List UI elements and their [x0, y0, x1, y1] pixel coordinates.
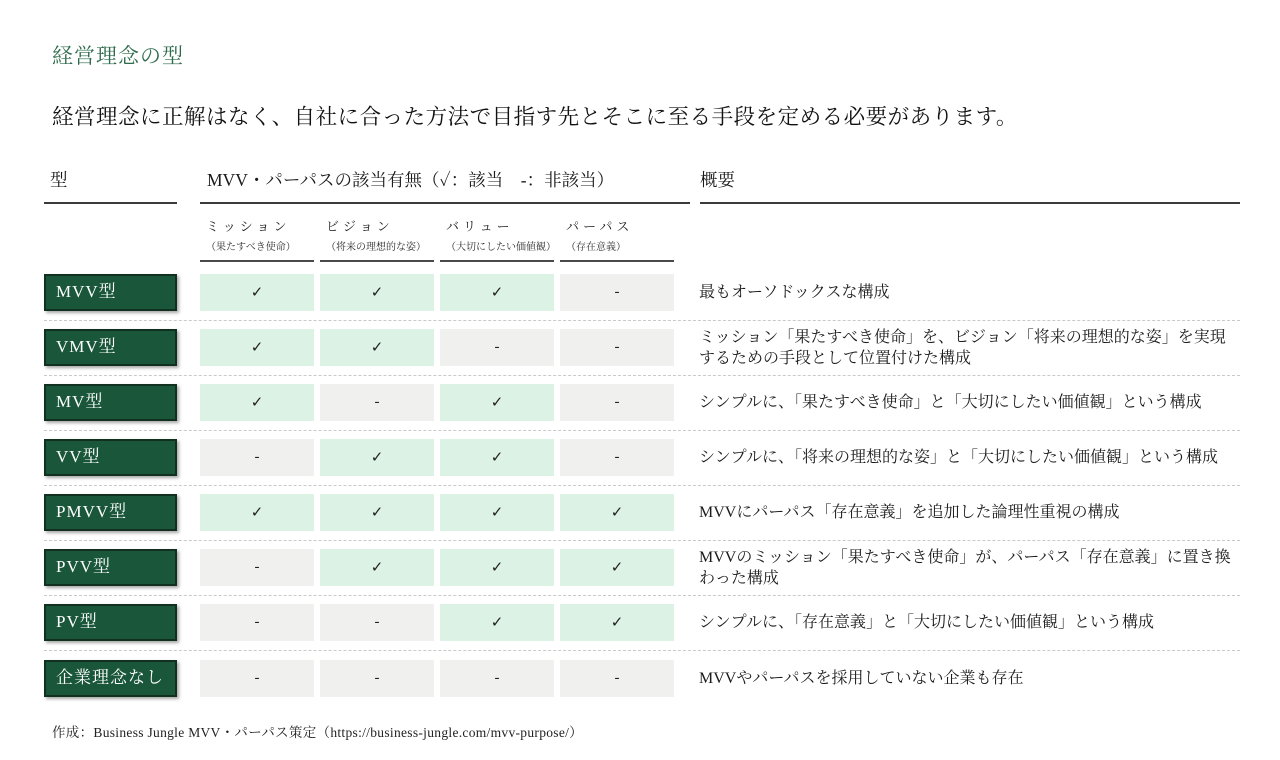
check-cell: ✓ [440, 274, 554, 311]
table-row [44, 486, 1240, 541]
dash-cell: - [320, 660, 434, 697]
row-cells [194, 494, 674, 531]
row-overview: シンプルに、「存在意義」と「大切にしたい価値観」という構成 [699, 614, 1154, 631]
col-header-overview: 概要 [700, 167, 1240, 204]
dash-cell: - [560, 660, 674, 697]
dash-cell: - [200, 439, 314, 476]
dash-cell: - [560, 384, 674, 421]
subcolumn-label: バリュー [446, 219, 514, 234]
row-type-label: VMV型 [44, 329, 177, 366]
subcolumn-label: ミッション [206, 219, 291, 234]
row-cells [194, 384, 674, 421]
subcolumn-note: （存在意義） [566, 242, 626, 253]
page-title: 経営理念の型 [52, 44, 184, 68]
row-cells [194, 660, 674, 697]
subcolumn-label: ビジョン [326, 219, 394, 234]
row-type-label: MV型 [44, 384, 177, 421]
row-cells [194, 604, 674, 641]
table-row [44, 376, 1240, 431]
table-row [44, 321, 1240, 376]
check-cell: ✓ [560, 494, 674, 531]
check-cell: ✓ [200, 329, 314, 366]
check-cell: ✓ [440, 384, 554, 421]
table-row [44, 431, 1240, 486]
subcolumn-header [320, 216, 434, 262]
check-cell: ✓ [200, 494, 314, 531]
col-header-type: 型 [44, 167, 177, 204]
slide [0, 40, 1280, 760]
check-cell: ✓ [200, 384, 314, 421]
row-type-label: PV型 [44, 604, 177, 641]
row-type-label: PMVV型 [44, 494, 177, 531]
row-type-label: PVV型 [44, 549, 177, 586]
row-overview: シンプルに、「将来の理想的な姿」と「大切にしたい価値観」という構成 [699, 449, 1218, 466]
dash-cell: - [440, 329, 554, 366]
subcolumn-header [440, 216, 554, 262]
subcolumn-note: （大切にしたい価値観） [446, 242, 556, 253]
check-cell: ✓ [440, 494, 554, 531]
row-type-label: 企業理念なし [44, 660, 177, 697]
subcolumn-note: （果たすべき使命） [206, 242, 296, 253]
dash-cell: - [440, 660, 554, 697]
table-rows [44, 266, 1240, 706]
check-cell: ✓ [440, 549, 554, 586]
check-cell: ✓ [560, 604, 674, 641]
table-row [44, 651, 1240, 706]
check-cell: ✓ [320, 274, 434, 311]
col-header-matrix: MVV・パーパスの該当有無（✓：該当 -：非該当） [200, 167, 690, 204]
dash-cell: - [560, 329, 674, 366]
row-overview: 最もオーソドックスな構成 [699, 284, 890, 301]
row-overview: ミッション「果たすべき使命」を、ビジョン「将来の理想的な姿」を実現するための手段として位置付けた構成 [699, 328, 1226, 367]
dash-cell: - [320, 384, 434, 421]
row-overview: MVVのミッション「果たすべき使命」が、パーパス「存在意義」に置き換わった構成 [699, 548, 1231, 587]
subcolumn-header [200, 216, 314, 262]
check-cell: ✓ [200, 274, 314, 311]
table-row [44, 541, 1240, 596]
dash-cell: - [200, 604, 314, 641]
row-cells [194, 439, 674, 476]
subcolumn-label: パーパス [566, 219, 634, 234]
row-overview: MVVにパーパス「存在意義」を追加した論理性重視の構成 [699, 504, 1120, 521]
dash-cell: - [560, 274, 674, 311]
check-cell: ✓ [440, 439, 554, 476]
table-row [44, 596, 1240, 651]
subcolumn-header [560, 216, 674, 262]
page-subtitle: 経営理念に正解はなく、自社に合った方法で目指す先とそこに至る手段を定める必要があります。 [52, 105, 1018, 129]
row-overview: シンプルに、「果たすべき使命」と「大切にしたい価値観」という構成 [699, 394, 1202, 411]
check-cell: ✓ [560, 549, 674, 586]
row-type-label: VV型 [44, 439, 177, 476]
table-header-row [44, 167, 1240, 204]
check-cell: ✓ [320, 549, 434, 586]
row-overview: MVVやパーパスを採用していない企業も存在 [699, 669, 1024, 687]
source-note: 作成：Business Jungle MVV・パーパス策定（https://business-jungle.com/mvv-purpose/） [52, 725, 583, 740]
dash-cell: - [200, 660, 314, 697]
philosophy-type-table [44, 167, 1240, 706]
dash-cell: - [200, 549, 314, 586]
table-row [44, 266, 1240, 321]
row-cells [194, 329, 674, 366]
row-cells [194, 274, 674, 311]
row-cells [194, 549, 674, 586]
subcolumn-note: （将来の理想的な姿） [326, 242, 426, 253]
check-cell: ✓ [320, 439, 434, 476]
check-cell: ✓ [320, 494, 434, 531]
check-cell: ✓ [440, 604, 554, 641]
subcolumn-header-row [200, 216, 1240, 262]
dash-cell: - [320, 604, 434, 641]
row-type-label: MVV型 [44, 274, 177, 311]
check-cell: ✓ [320, 329, 434, 366]
dash-cell: - [560, 439, 674, 476]
